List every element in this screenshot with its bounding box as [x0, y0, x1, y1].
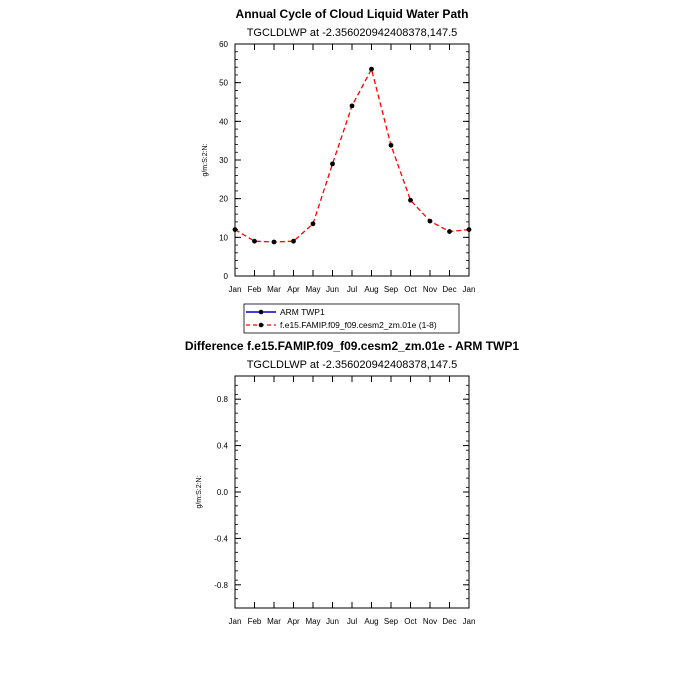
x-tick-label: Mar	[267, 285, 281, 294]
data-point	[350, 103, 355, 108]
x-tick-label: Jun	[326, 285, 339, 294]
annual-cycle-chart	[202, 7, 475, 294]
data-point	[233, 227, 238, 232]
y-tick-label: -0.4	[214, 534, 228, 544]
x-tick-label: Oct	[404, 285, 417, 294]
x-tick-label: Aug	[364, 285, 379, 294]
data-point	[447, 229, 452, 234]
data-point	[467, 227, 472, 232]
x-tick-label: May	[305, 285, 321, 294]
y-tick-label: 50	[219, 78, 228, 88]
x-tick-label: Jan	[228, 617, 242, 626]
legend-marker-model	[259, 323, 264, 328]
chart-subtitle: TGCLDLWP at -2.356020942408378,147.5	[246, 27, 458, 39]
difference-chart	[185, 339, 519, 626]
x-tick-label: Dec	[442, 617, 457, 626]
x-tick-label: Jan	[228, 285, 242, 294]
x-tick-label: Feb	[247, 617, 262, 626]
x-tick-label: Apr	[287, 617, 300, 626]
data-point	[369, 67, 374, 72]
x-tick-label: Jun	[326, 617, 339, 626]
plot-frame	[235, 376, 469, 608]
series-line	[235, 69, 469, 242]
data-point	[408, 198, 413, 203]
x-tick-labels	[229, 285, 476, 294]
x-tick-label: Aug	[364, 617, 379, 626]
y-tick-labels	[214, 395, 228, 590]
x-tick-labels	[229, 617, 476, 626]
x-tick-label: May	[305, 617, 321, 626]
legend-label-model: f.e15.FAMIP.f09_f09.cesm2_zm.01e (1-8)	[280, 320, 437, 330]
y-tick-label: 60	[219, 40, 228, 49]
data-point	[291, 239, 296, 244]
x-tick-label: Nov	[422, 617, 438, 626]
x-tick-label: Nov	[422, 285, 438, 294]
data-point	[311, 221, 316, 226]
y-axis-label: g/m:S:2:N:	[196, 475, 203, 509]
x-tick-label: Sep	[383, 285, 399, 294]
data-point	[272, 240, 277, 245]
legend-marker-arm	[259, 310, 264, 315]
y-tick-label: 0.8	[216, 395, 228, 405]
x-tick-label: Feb	[247, 285, 262, 294]
x-tick-label: Apr	[287, 285, 300, 294]
y-tick-label: 0	[223, 272, 228, 281]
x-tick-label: Jul	[346, 285, 358, 294]
y-tick-labels	[219, 40, 228, 281]
x-tick-label: Jan	[462, 285, 476, 294]
chart-title: Annual Cycle of Cloud Liquid Water Path	[235, 7, 469, 21]
x-tick-label: Jan	[462, 617, 476, 626]
y-tick-label: 0.4	[216, 441, 228, 451]
y-tick-label: 20	[219, 194, 228, 204]
y-tick-label: 40	[219, 117, 228, 127]
chart-subtitle: TGCLDLWP at -2.356020942408378,147.5	[246, 359, 458, 371]
axis-ticks	[235, 44, 469, 276]
chart-title: Difference f.e15.FAMIP.f09_f09.cesm2_zm.01e - ARM TWP1	[184, 339, 520, 353]
axis-ticks	[235, 376, 469, 608]
y-tick-label: 0.0	[216, 488, 228, 497]
model-series	[233, 67, 472, 245]
legend-label-arm: ARM TWP1	[280, 307, 325, 317]
x-tick-label: Mar	[267, 617, 281, 626]
x-tick-label: Dec	[442, 285, 457, 294]
y-tick-label: -0.8	[214, 580, 228, 590]
plot-frame	[235, 44, 469, 276]
legend	[244, 304, 459, 333]
y-axis-label: g/m:S:2:N:	[202, 143, 209, 177]
data-point	[252, 239, 257, 244]
y-tick-label: 10	[219, 233, 228, 243]
x-tick-label: Oct	[404, 617, 417, 626]
y-tick-label: 30	[219, 156, 228, 165]
data-point	[330, 161, 335, 166]
x-tick-label: Sep	[383, 617, 399, 626]
data-point	[389, 143, 394, 148]
x-tick-label: Jul	[346, 617, 358, 626]
data-point	[428, 219, 433, 224]
